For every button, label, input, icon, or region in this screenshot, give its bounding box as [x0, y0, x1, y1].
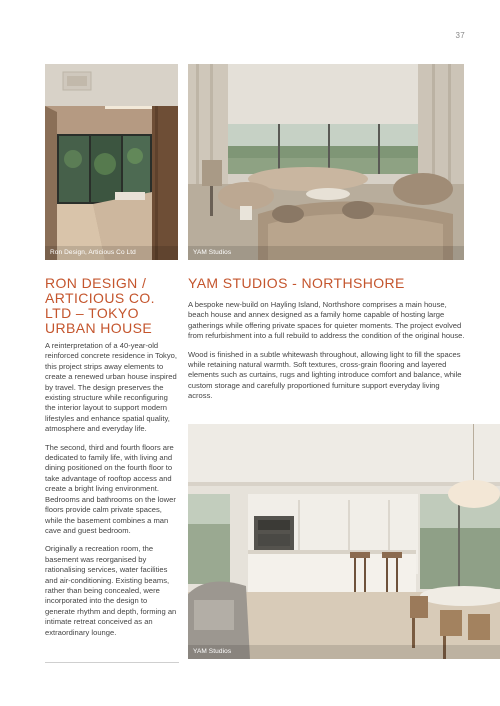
page-number: 37: [455, 31, 465, 40]
photo-caption: YAM Studios: [188, 246, 464, 260]
yam-studios-title: YAM STUDIOS - NORTHSHORE: [188, 275, 405, 291]
photo-yam-living-room: [188, 64, 464, 260]
photo-yam-kitchen-dining: [188, 424, 500, 659]
yam-paragraph-1: A bespoke new-build on Hayling Island, Northshore comprises a main house, beach house and annex designed as a family home capable of hosting large gatherings while offering private spaces for quieter moments. The project evolved from refurbishment into a full rebuild to address the condition of the original house.: [188, 300, 465, 341]
photo-ron-design-bathroom: [45, 64, 178, 260]
yam-paragraph-2: Wood is finished in a subtle whitewash throughout, allowing light to fill the spaces while retaining natural warmth. Soft textures, cross-grain flooring and layered elements such as curtains, rugs and lighting introduce comfort and balance, while custom storage and carefully proportioned furniture support everyday living across.: [188, 349, 462, 401]
photo-caption: YAM Studios: [188, 645, 500, 659]
photo-caption: Ron Design, Articious Co Ltd: [45, 246, 178, 260]
ron-paragraph-1: A reinterpretation of a 40-year-old reinforced concrete residence in Tokyo, this project strips away elements to create a renewed urban house inspired by travel. The design preserves the existing structure while reconfiguring the interior layout to support modern lifestyles and enhance spatial quality, atmosphere and everyday life.: [45, 341, 177, 434]
ron-paragraph-2: The second, third and fourth floors are dedicated to family life, with living and dining positioned on the fourth floor to take advantage of rooftop access and create a bright living environment. Bedrooms and bathrooms on the lower floors provide calm private spaces, while the basement combines a man cave and guest bedroom.: [45, 442, 176, 535]
ron-design-title: RON DESIGN / ARTICIOUS CO. LTD – TOKYO URBAN HOUSE: [45, 275, 155, 336]
yam-studios-body: [188, 300, 466, 410]
ron-design-body: [45, 341, 179, 646]
column-divider: [45, 662, 179, 663]
ron-paragraph-3: Originally a recreation room, the basement was reorganised by rationalising services, water facilities and air-conditioning. Existing beams, rather than being concealed, were incorporated into the design to generate rhythm and depth, forming an intimate retreat conceived as an extraordinary lounge.: [45, 544, 177, 637]
